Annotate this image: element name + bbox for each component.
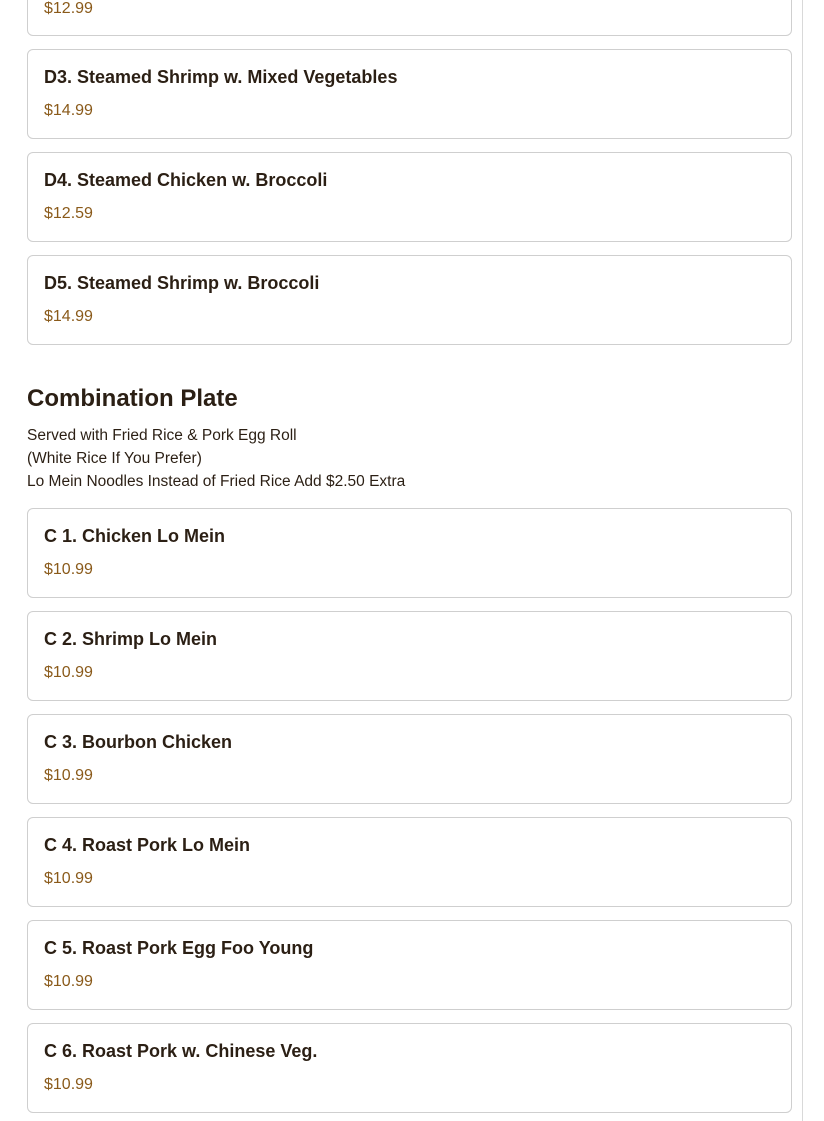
menu-item-card[interactable] <box>27 255 792 345</box>
section-description-line: (White Rice If You Prefer) <box>27 450 202 467</box>
menu-item-price: $10.99 <box>44 973 93 990</box>
section-description <box>27 424 405 493</box>
menu-item-name: D4. Steamed Chicken w. Broccoli <box>44 170 328 190</box>
menu-item-price: $10.99 <box>44 664 93 681</box>
menu-item-card[interactable] <box>27 817 792 907</box>
menu-item-card[interactable] <box>27 1023 792 1113</box>
menu-item-price: $12.59 <box>44 205 93 222</box>
menu-item-price: $10.99 <box>44 767 93 784</box>
menu-item-card[interactable] <box>27 0 792 36</box>
menu-item-name: D5. Steamed Shrimp w. Broccoli <box>44 273 320 293</box>
section-title: Combination Plate <box>27 385 238 412</box>
menu-item-name: C 5. Roast Pork Egg Foo Young <box>44 938 314 958</box>
menu-item-card[interactable] <box>27 611 792 701</box>
menu-item-card[interactable] <box>27 49 792 139</box>
menu-item-name: C 6. Roast Pork w. Chinese Veg. <box>44 1041 318 1061</box>
menu-item-price: $14.99 <box>44 308 93 325</box>
menu-item-price: $10.99 <box>44 870 93 887</box>
menu-item-price: $10.99 <box>44 561 93 578</box>
menu-item-card[interactable] <box>27 714 792 804</box>
menu-item-name: C 4. Roast Pork Lo Mein <box>44 835 251 855</box>
menu-item-price: $10.99 <box>44 1076 93 1093</box>
menu-item-card[interactable] <box>27 152 792 242</box>
menu-item-price: $12.99 <box>44 0 93 17</box>
menu-item-name: D3. Steamed Shrimp w. Mixed Vegetables <box>44 67 398 87</box>
section-description-line: Served with Fried Rice & Pork Egg Roll <box>27 427 297 444</box>
page-right-border <box>802 0 803 1121</box>
menu-item-card[interactable] <box>27 508 792 598</box>
section-description-line: Lo Mein Noodles Instead of Fried Rice Add $2.50 Extra <box>27 473 406 490</box>
menu-item-name: C 3. Bourbon Chicken <box>44 732 233 752</box>
menu-item-card[interactable] <box>27 920 792 1010</box>
menu-item-name: C 1. Chicken Lo Mein <box>44 526 226 546</box>
menu-item-price: $14.99 <box>44 102 93 119</box>
menu-item-name: C 2. Shrimp Lo Mein <box>44 629 218 649</box>
